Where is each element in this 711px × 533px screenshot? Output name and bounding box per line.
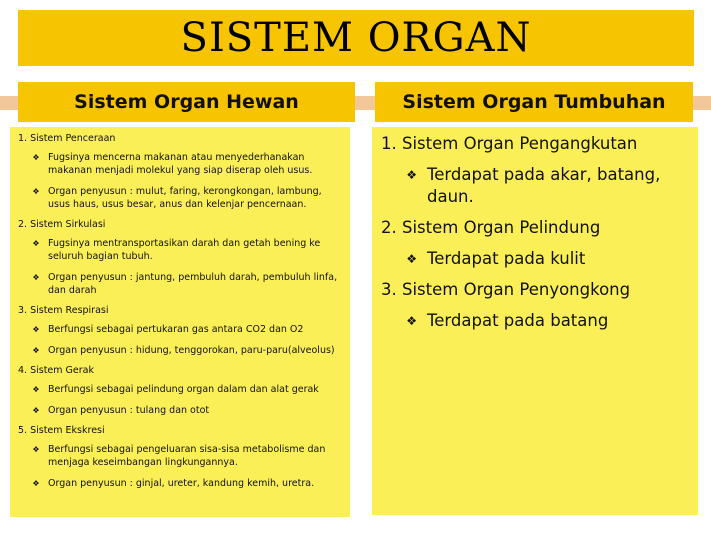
list-item <box>18 237 344 263</box>
diamond-cross-icon: ❖ <box>32 385 40 394</box>
diamond-cross-icon: ❖ <box>32 153 40 162</box>
section-title: 4. Sistem Gerak <box>18 365 94 376</box>
list-item <box>18 383 344 396</box>
section-title: 3. Sistem Respirasi <box>18 305 109 316</box>
list-item-text: Berfungsi sebagai pelindung organ dalam dan alat gerak <box>48 384 319 395</box>
list-item-text: Terdapat pada akar, batang, daun. <box>427 165 661 206</box>
list-item-text: Fugsinya mentransportasikan darah dan getah bening ke seluruh bagian tubuh. <box>48 238 321 262</box>
list-item-text: Organ penyusun : ginjal, ureter, kandung kemih, uretra. <box>48 478 315 489</box>
list-item <box>18 151 344 177</box>
list-item-text: Berfungsi sebagai pertukaran gas antara CO2 dan O2 <box>48 324 304 335</box>
list-item <box>18 443 344 469</box>
diamond-cross-icon: ❖ <box>32 187 40 196</box>
diamond-cross-icon: ❖ <box>406 168 417 182</box>
animal-organ-panel <box>10 127 350 517</box>
list-item <box>18 323 344 336</box>
diamond-cross-icon: ❖ <box>32 406 40 415</box>
list-item <box>18 271 344 297</box>
plant-organ-header: Sistem Organ Tumbuhan <box>375 82 693 122</box>
section-title: 1. Sistem Organ Pengangkutan <box>381 134 638 153</box>
diamond-cross-icon: ❖ <box>32 239 40 248</box>
diamond-cross-icon: ❖ <box>32 479 40 488</box>
section-title: 2. Sistem Organ Pelindung <box>381 218 601 237</box>
decorative-bar-middle <box>355 96 375 110</box>
list-item-text: Fugsinya mencerna makanan atau menyederhanakan makanan menjadi molekul yang siap diserap oleh usus. <box>48 152 313 176</box>
list-item-text: Organ penyusun : hidung, tenggorokan, paru-paru(alveolus) <box>48 345 335 356</box>
list-item-text: Berfungsi sebagai pengeluaran sisa-sisa metabolisme dan menjaga keseimbangan lingkungannya. <box>48 444 326 468</box>
list-item <box>18 185 344 211</box>
diamond-cross-icon: ❖ <box>32 346 40 355</box>
diamond-cross-icon: ❖ <box>406 252 417 266</box>
section-title: 2. Sistem Sirkulasi <box>18 219 106 230</box>
list-item-text: Organ penyusun : mulut, faring, kerongkongan, lambung, usus haus, usus besar, anus dan kelenjar pencernaan. <box>48 186 322 210</box>
list-item-text: Terdapat pada kulit <box>427 249 586 268</box>
list-item <box>381 310 690 332</box>
title-banner <box>18 10 694 66</box>
plant-organ-panel <box>372 127 698 515</box>
list-item <box>381 248 690 270</box>
decorative-bar-left <box>0 96 18 110</box>
list-item <box>18 404 344 417</box>
diamond-cross-icon: ❖ <box>32 445 40 454</box>
decorative-bar-right <box>693 96 711 110</box>
list-item-text: Organ penyusun : tulang dan otot <box>48 405 210 416</box>
section-title: 5. Sistem Ekskresi <box>18 425 105 436</box>
diamond-cross-icon: ❖ <box>32 325 40 334</box>
list-item <box>18 344 344 357</box>
section-title: 1. Sistem Penceraan <box>18 133 116 144</box>
list-item <box>381 164 690 208</box>
animal-organ-header: Sistem Organ Hewan <box>18 82 355 122</box>
diamond-cross-icon: ❖ <box>406 314 417 328</box>
list-item-text: Organ penyusun : jantung, pembuluh darah, pembuluh linfa, dan darah <box>48 272 338 296</box>
list-item-text: Terdapat pada batang <box>427 311 609 330</box>
list-item <box>18 477 344 490</box>
section-title: 3. Sistem Organ Penyongkong <box>381 280 631 299</box>
diamond-cross-icon: ❖ <box>32 273 40 282</box>
page-title: SISTEM ORGAN <box>180 15 532 61</box>
